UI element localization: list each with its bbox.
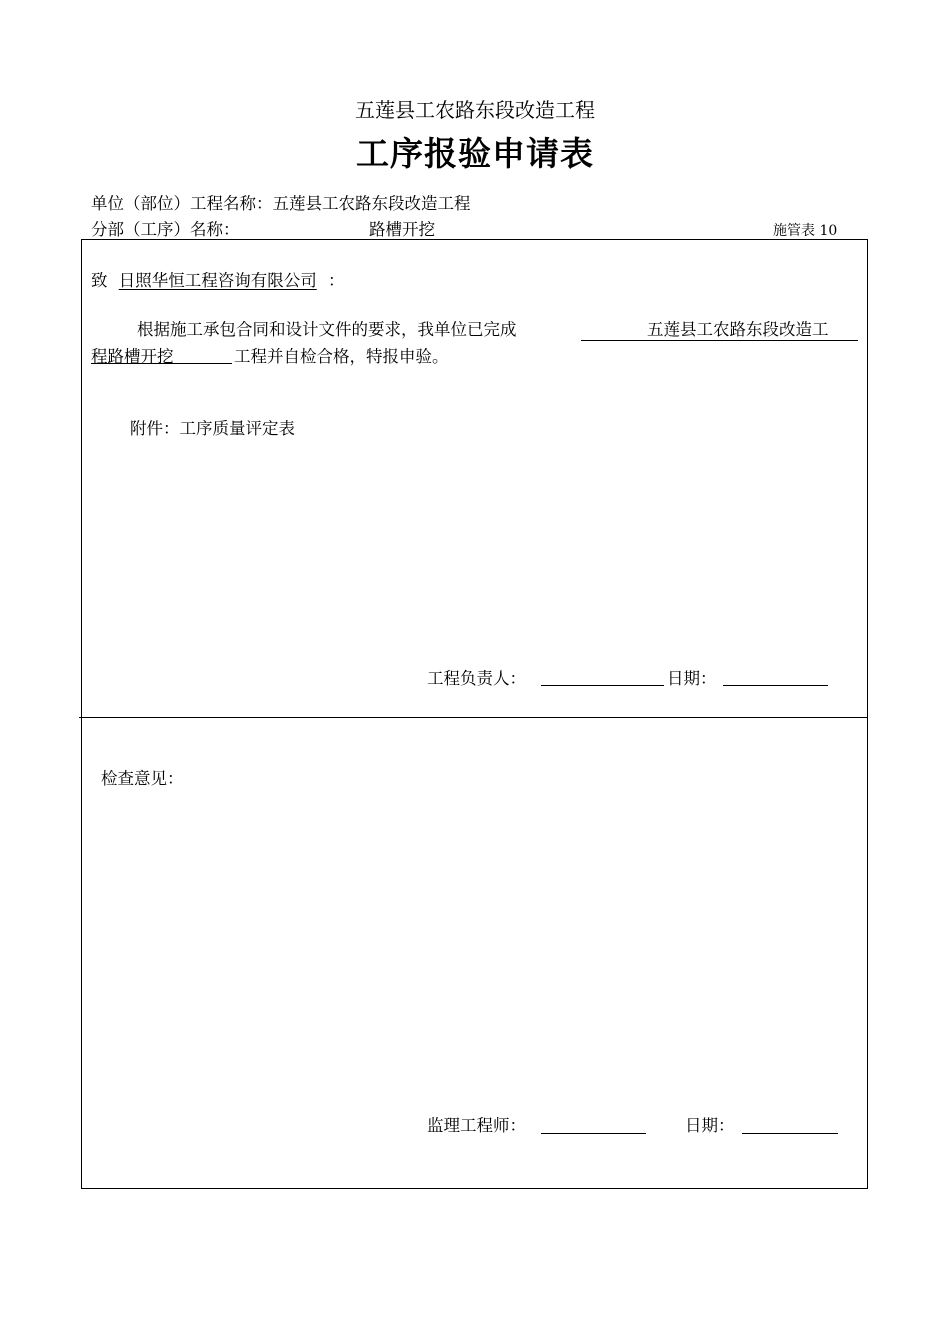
sub-process-label: 分部（工序）名称： [91, 220, 240, 239]
section-divider [79, 717, 868, 718]
work-name-line1: 五莲县工农路东段改造工 [647, 320, 829, 339]
contractor-date-line[interactable] [723, 685, 828, 686]
recipient-line [91, 267, 345, 291]
contractor-date-label: 日期： [667, 669, 717, 688]
body-tail: 工程并自检合格，特报申验。 [234, 347, 449, 366]
form-frame [81, 239, 868, 1189]
work-name-underline-1 [581, 340, 858, 341]
form-title: 工序报验申请表 [356, 134, 594, 173]
review-opinion-label: 检查意见： [101, 769, 184, 788]
supervisor-date-label: 日期： [685, 1116, 735, 1135]
contractor-signer-label: 工程负责人： [427, 669, 526, 688]
unit-project-line [91, 190, 471, 214]
to-prefix: 致 [91, 271, 108, 290]
contractor-signature-line[interactable] [541, 685, 664, 686]
unit-project-value: 五莲县工农路东段改造工程 [272, 194, 471, 213]
recipient-name: 日照华恒工程咨询有限公司 [118, 271, 317, 290]
sub-process-value: 路槽开挖 [369, 220, 435, 239]
to-suffix: ： [328, 271, 345, 290]
supervisor-signer-label: 监理工程师： [427, 1116, 526, 1135]
work-name-line2: 程路槽开挖 [91, 347, 174, 366]
supervisor-date-line[interactable] [742, 1133, 838, 1134]
unit-project-label: 单位（部位）工程名称： [91, 194, 273, 213]
body-lead: 根据施工承包合同和设计文件的要求，我单位已完成 [137, 320, 517, 339]
work-name-underline-2 [91, 363, 232, 364]
supervisor-signature-line[interactable] [541, 1133, 646, 1134]
attachment-note: 附件：工序质量评定表 [130, 419, 295, 438]
form-code: 施管表 10 [773, 223, 838, 239]
project-title: 五莲县工农路东段改造工程 [355, 98, 595, 122]
